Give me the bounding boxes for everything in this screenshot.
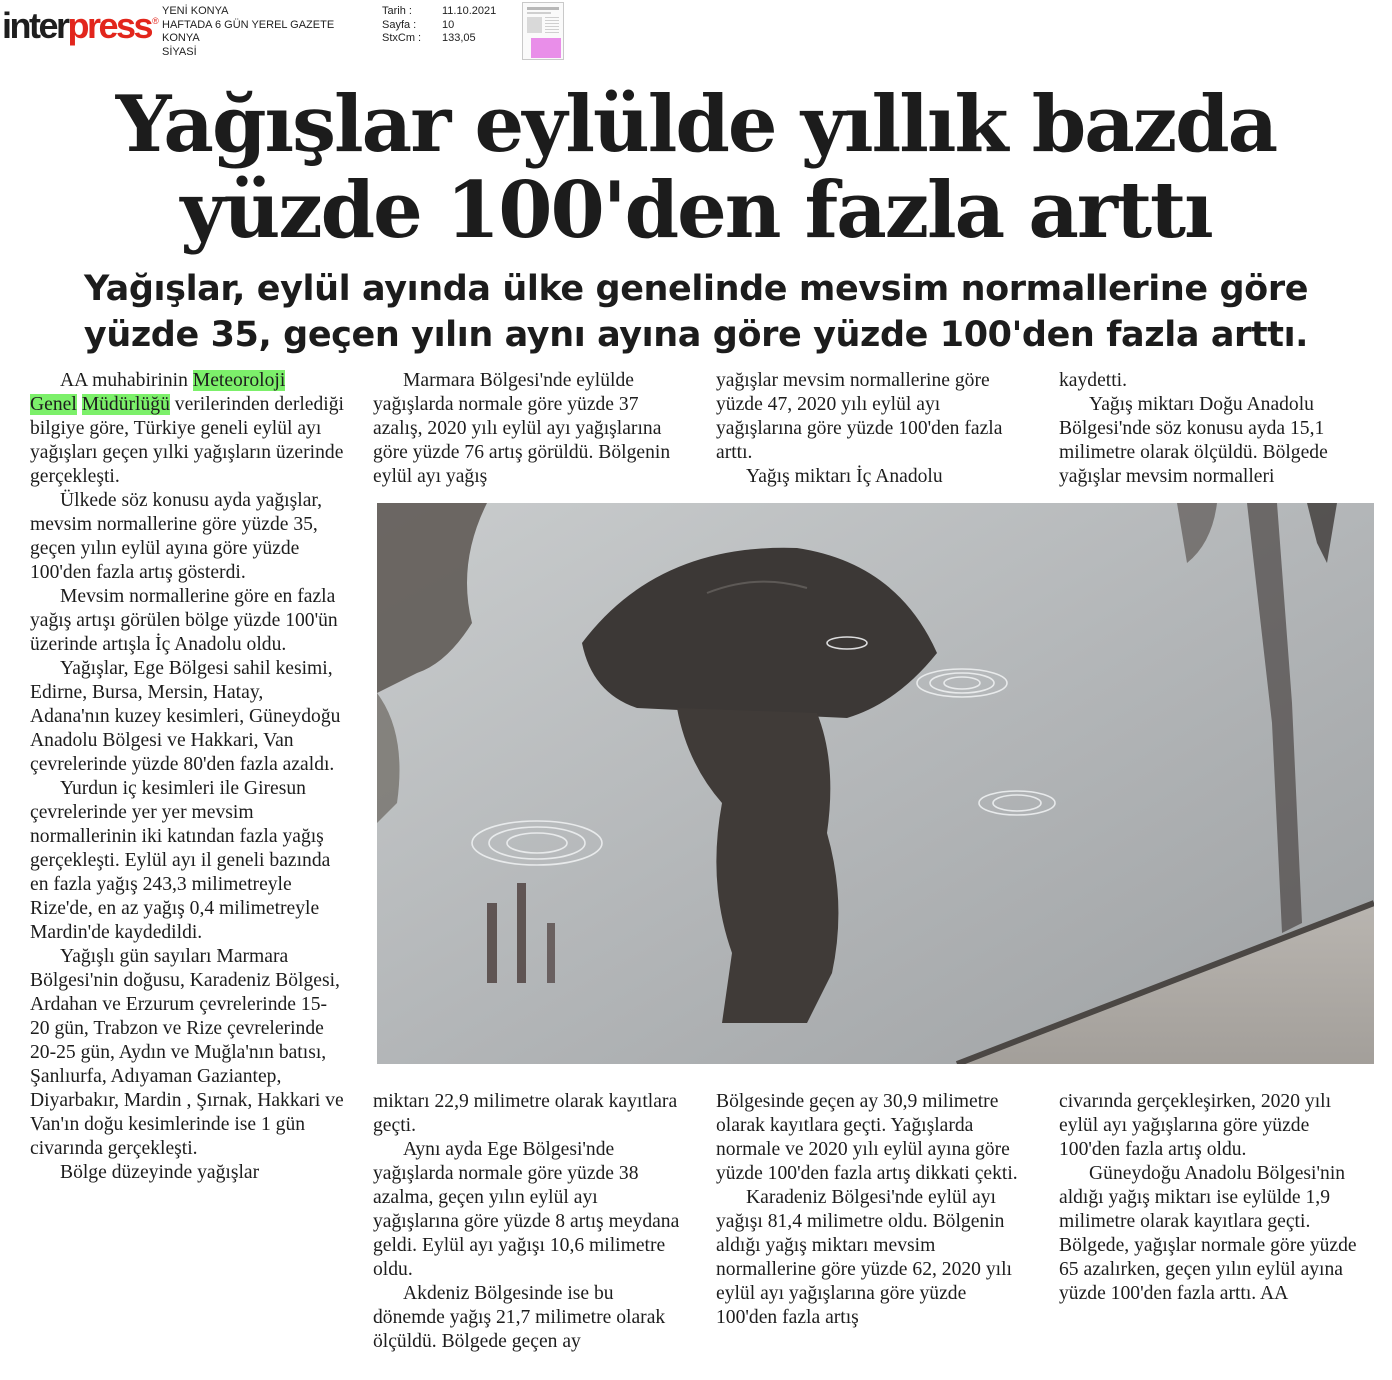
- paragraph: miktarı 22,9 milimetre olarak kayıtlara geçti.: [373, 1091, 678, 1136]
- publication-info: [162, 5, 362, 59]
- paragraph: Aynı ayda Ege Bölgesi'nde yağışlarda normale göre yüzde 38 azalma, geçen yılın eylül ayı yağışlarına göre yüzde 8 artış meydana geldi. Eylül ayı yağışı 10,6 milimetre oldu.: [373, 1139, 680, 1280]
- logo-text: interpress: [2, 5, 152, 46]
- registered-mark: ®: [152, 16, 159, 26]
- paragraph: Ülkede söz konusu ayda yağışlar, mevsim normallerine göre yüzde 35, geçen yılın eylül ayına göre yüzde 100'den fazla artış gösterdi.: [30, 490, 323, 583]
- paragraph: Karadeniz Bölgesi'nde eylül ayı yağışı 81,4 milimetre oldu. Bölgenin aldığı yağış miktarı mevsim normallerine göre yüzde 62, 2020 yılı eylül ayı yağışlarına göre yüzde 100'den fazla artış: [716, 1187, 1013, 1328]
- highlight: Genel: [30, 394, 77, 415]
- meta-date: Tarih : 11.10.2021: [382, 5, 497, 17]
- paragraph: Bölgesinde geçen ay 30,9 milimetre olarak kayıtlara geçti. Yağışlarda normale ve 2020 yılı eylül ayına göre yüzde 100'den fazla artış dikkati çekti.: [716, 1091, 1018, 1184]
- column-2-bottom: [373, 1090, 688, 1354]
- paragraph: Mevsim normallerine göre en fazla yağış artışı görülen bölge yüzde 100'ün üzerinde artışla İç Anadolu oldu.: [30, 586, 338, 655]
- column-3-top: [716, 369, 1031, 489]
- subheadline: [0, 266, 1392, 358]
- highlight: Müdürlüğü: [81, 394, 170, 415]
- paragraph: AA muhabirinin Meteoroloji Genel Müdürlüğü verilerinden derlediği bilgiye göre, Türkiye geneli eylül ayı yağışları geçen yılki yağışların üzerinde gerçekleşti.: [30, 370, 344, 487]
- rain-puddle-photo: [377, 503, 1374, 1064]
- paragraph: Yağışlar, Ege Bölgesi sahil kesimi, Edirne, Bursa, Mersin, Hatay, Adana'nın kuzey kesimleri, Güneydoğu Anadolu Bölgesi ve Hakkari, Van çevrelerinde yüzde 80'den fazla azaldı.: [30, 658, 341, 775]
- paragraph: Yağışlı gün sayıları Marmara Bölgesi'nin doğusu, Karadeniz Bölgesi, Ardahan ve Erzurum çevrelerinde 15-20 gün, Trabzon ve Rize çevrelerinde 20-25 gün, Aydın ve Muğla'nın batısı, Şanlıurfa, Adıyaman Gaziantep, Diyarbakır, Mardin , Şırnak, Hakkari ve Van'ın doğu kesimlerinde ise 1 gün civarında gerçekleşti.: [30, 946, 344, 1159]
- page-thumbnail[interactable]: [522, 2, 564, 60]
- clipping-meta: [382, 5, 512, 46]
- paragraph: Güneydoğu Anadolu Bölgesi'nin aldığı yağış miktarı ise eylülde 1,9 milimetre olarak kayıtlara geçti. Bölgede, yağışlar normale göre yüzde 65 azalırken, geçen yılın eylül ayına yüzde 100'den fazla arttı. AA: [1059, 1163, 1357, 1304]
- paragraph: yağışlar mevsim normallerine göre yüzde 47, 2020 yılı eylül ayı yağışlarına göre yüzde 100'den fazla arttı.: [716, 370, 1003, 463]
- publication-name: YENİ KONYA: [162, 5, 229, 17]
- paragraph: Bölge düzeyinde yağışlar: [60, 1162, 260, 1183]
- paragraph: Yağış miktarı İç Anadolu: [746, 466, 943, 487]
- highlight: Meteoroloji: [192, 370, 286, 391]
- headline-line-2: yüzde 100'den fazla arttı: [180, 165, 1212, 256]
- paragraph: Marmara Bölgesi'nde eylülde yağışlarda normale göre yüzde 37 azalış, 2020 yılı eylül ayı yağışlarına göre yüzde 76 artış görüldü. Bölgenin eylül ayı yağış: [373, 370, 671, 487]
- interpress-logo: [2, 6, 159, 46]
- publication-frequency: HAFTADA 6 GÜN YEREL GAZETE: [162, 18, 335, 31]
- column-4-top: [1059, 369, 1375, 489]
- column-1: [30, 369, 345, 1185]
- column-3-bottom: [716, 1090, 1031, 1330]
- paragraph: Yağış miktarı Doğu Anadolu Bölgesi'nde söz konusu ayda 15,1 milimetre olarak ölçüldü. Bölgede yağışlar mevsim normalleri: [1059, 394, 1328, 487]
- news-photo: [377, 503, 1374, 1064]
- paragraph: kaydetti.: [1059, 370, 1128, 391]
- column-4-bottom: [1059, 1090, 1375, 1306]
- headline-line-1: Yağışlar eylülde yıllık bazda: [115, 79, 1277, 170]
- column-2-top: [373, 369, 688, 489]
- publication-category: SİYASİ: [162, 45, 197, 58]
- paragraph: civarında gerçekleşirken, 2020 yılı eylül ayı yağışlarına göre yüzde 100'den fazla artış oldu.: [1059, 1091, 1332, 1160]
- subheadline-line-1: Yağışlar, eylül ayında ülke genelinde mevsim normallerine göre: [83, 269, 1309, 309]
- subheadline-line-2: yüzde 35, geçen yılın aynı ayına göre yüzde 100'den fazla arttı.: [83, 315, 1309, 355]
- meta-page: Sayfa : 10: [382, 18, 455, 31]
- publication-city: KONYA: [162, 32, 200, 44]
- paragraph: Yurdun iç kesimleri ile Giresun çevrelerinde yer yer mevsim normallerinin iki katından fazla yağış gerçekleşti. Eylül ayı il geneli bazında en fazla yağış 243,3 milimetreyle Rize'de, en az yağış 0,4 milimetreyle Mardin'de kaydedildi.: [30, 778, 331, 943]
- headline: [0, 79, 1392, 256]
- meta-stxcm: StxCm : 133,05: [382, 32, 476, 44]
- paragraph: Akdeniz Bölgesinde ise bu dönemde yağış 21,7 milimetre olarak ölçüldü. Bölgede geçen ay: [373, 1283, 666, 1352]
